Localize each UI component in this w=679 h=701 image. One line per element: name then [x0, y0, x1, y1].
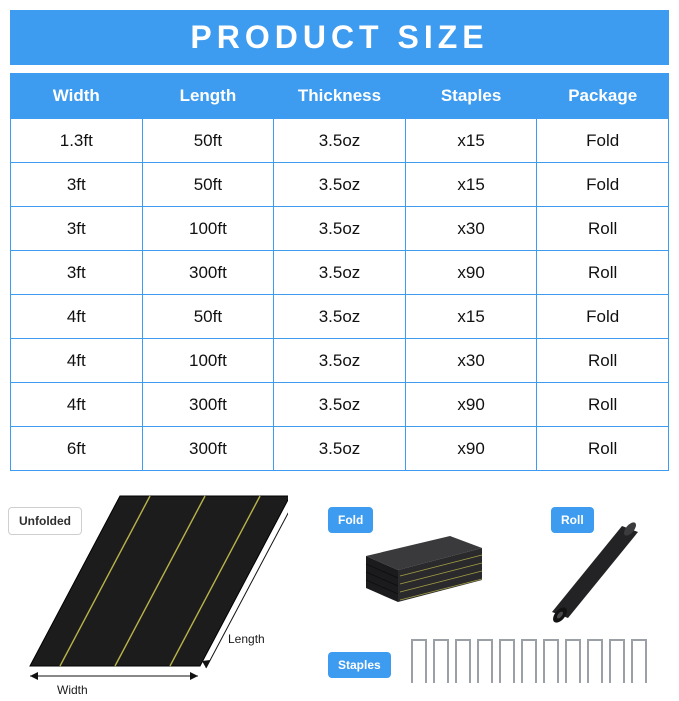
- cell-length: 300ft: [142, 427, 274, 471]
- cell-thickness: 3.5oz: [274, 339, 406, 383]
- cell-length: 50ft: [142, 119, 274, 163]
- cell-package: Fold: [537, 163, 669, 207]
- cell-thickness: 3.5oz: [274, 383, 406, 427]
- cell-length: 50ft: [142, 163, 274, 207]
- cell-staples: x30: [405, 339, 537, 383]
- cell-thickness: 3.5oz: [274, 295, 406, 339]
- cell-width: 3ft: [11, 251, 143, 295]
- cell-width: 4ft: [11, 383, 143, 427]
- table-row: [11, 383, 669, 427]
- folded-fabric-illustration: [358, 530, 488, 615]
- cell-width: 3ft: [11, 163, 143, 207]
- illustration-area: [0, 480, 679, 701]
- cell-length: 300ft: [142, 383, 274, 427]
- cell-staples: x15: [405, 163, 537, 207]
- cell-thickness: 3.5oz: [274, 119, 406, 163]
- cell-staples: x90: [405, 427, 537, 471]
- cell-package: Fold: [537, 295, 669, 339]
- cell-package: Roll: [537, 251, 669, 295]
- cell-width: 4ft: [11, 295, 143, 339]
- unfolded-fabric-illustration: [28, 490, 278, 680]
- table-row: [11, 339, 669, 383]
- cell-package: Roll: [537, 207, 669, 251]
- column-header-package: Package: [537, 74, 669, 119]
- cell-thickness: 3.5oz: [274, 251, 406, 295]
- length-dimension-label: Length: [228, 632, 265, 646]
- cell-staples: x90: [405, 383, 537, 427]
- cell-width: 4ft: [11, 339, 143, 383]
- staples-illustration: [408, 628, 648, 693]
- staples-badge: Staples: [328, 652, 391, 678]
- cell-package: Roll: [537, 427, 669, 471]
- cell-width: 6ft: [11, 427, 143, 471]
- table-header-row: [11, 74, 669, 119]
- column-header-length: Length: [142, 74, 274, 119]
- cell-staples: x30: [405, 207, 537, 251]
- column-header-staples: Staples: [405, 74, 537, 119]
- column-header-thickness: Thickness: [274, 74, 406, 119]
- cell-length: 100ft: [142, 339, 274, 383]
- roll-badge: Roll: [551, 507, 594, 533]
- table-row: [11, 119, 669, 163]
- column-header-width: Width: [11, 74, 143, 119]
- table-row: [11, 207, 669, 251]
- cell-package: Roll: [537, 383, 669, 427]
- cell-thickness: 3.5oz: [274, 427, 406, 471]
- width-dimension-label: Width: [57, 683, 88, 697]
- cell-thickness: 3.5oz: [274, 207, 406, 251]
- table-row: [11, 163, 669, 207]
- cell-length: 50ft: [142, 295, 274, 339]
- page-title: PRODUCT SIZE: [190, 19, 489, 55]
- title-banner: [10, 10, 669, 65]
- cell-package: Roll: [537, 339, 669, 383]
- cell-staples: x15: [405, 119, 537, 163]
- cell-staples: x15: [405, 295, 537, 339]
- cell-thickness: 3.5oz: [274, 163, 406, 207]
- cell-length: 300ft: [142, 251, 274, 295]
- rolled-fabric-illustration: [540, 522, 650, 632]
- cell-length: 100ft: [142, 207, 274, 251]
- cell-staples: x90: [405, 251, 537, 295]
- table-row: [11, 427, 669, 471]
- cell-package: Fold: [537, 119, 669, 163]
- cell-width: 1.3ft: [11, 119, 143, 163]
- table-row: [11, 251, 669, 295]
- cell-width: 3ft: [11, 207, 143, 251]
- product-size-table: [10, 73, 669, 471]
- fold-badge: Fold: [328, 507, 373, 533]
- unfolded-badge: Unfolded: [8, 507, 82, 535]
- table-row: [11, 295, 669, 339]
